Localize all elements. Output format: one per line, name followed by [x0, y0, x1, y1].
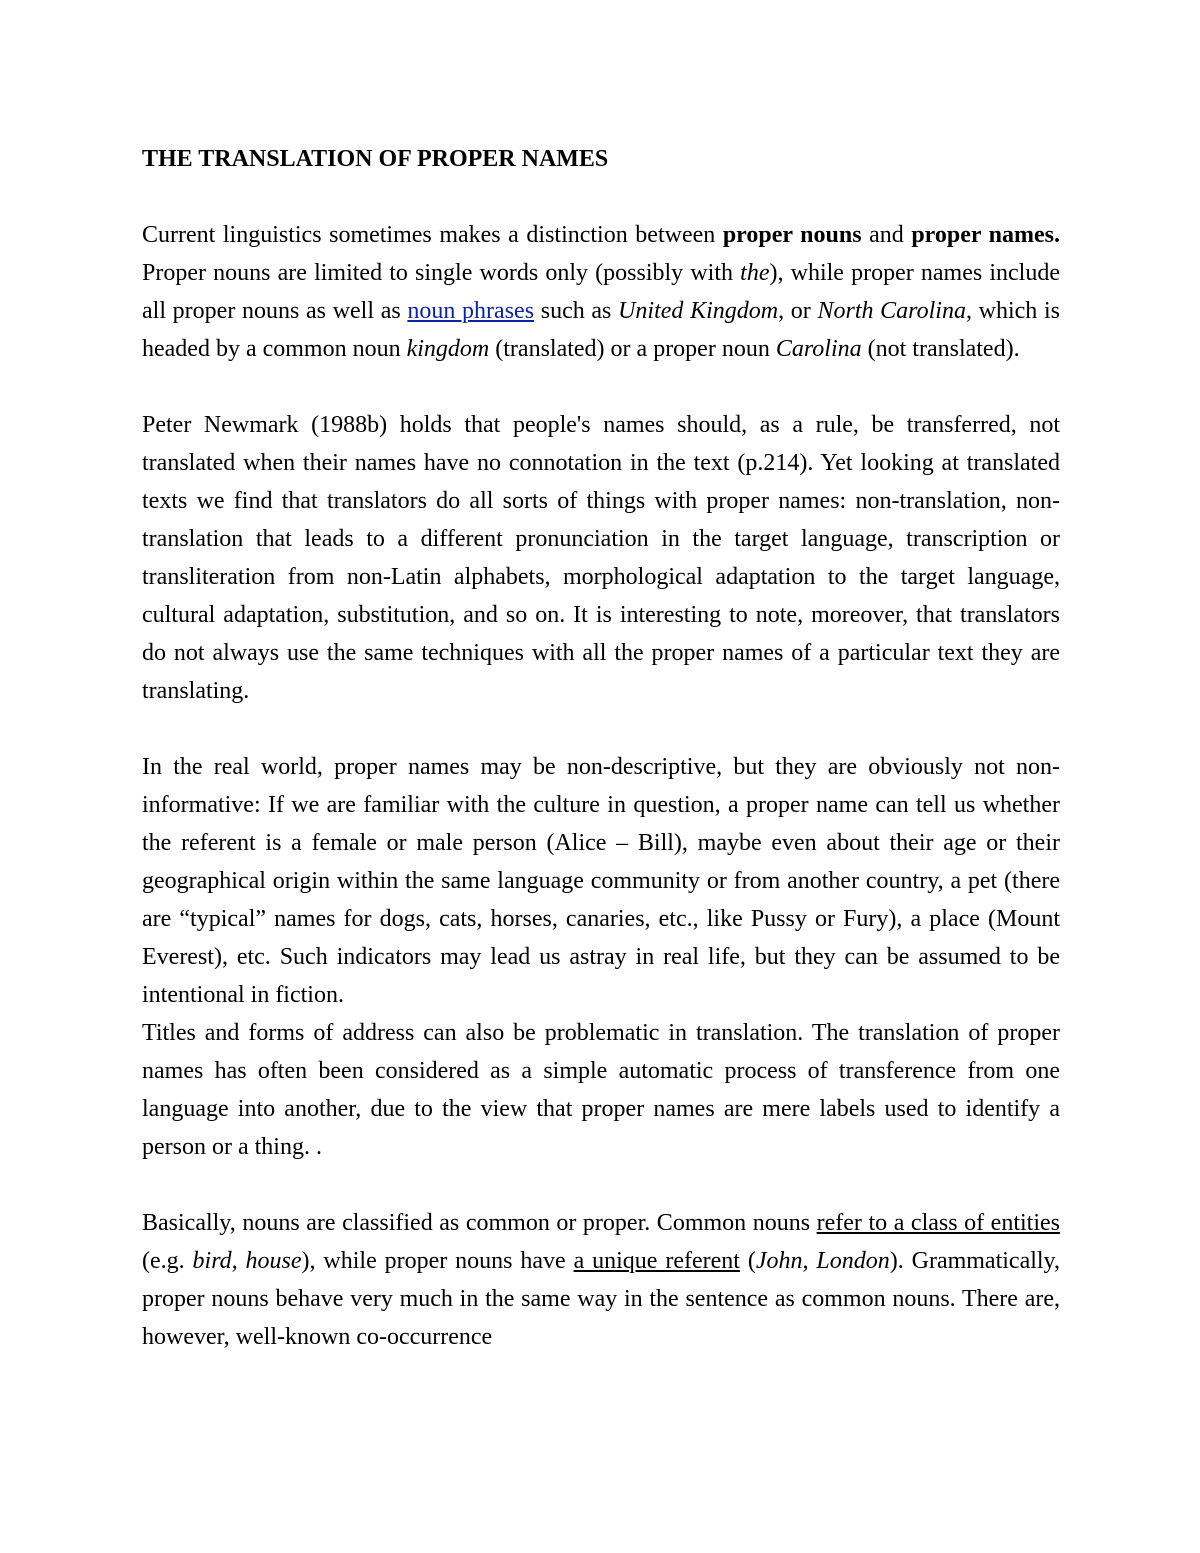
paragraph-real-world: In the real world, proper names may be non-descriptive, but they are obviously not non-informative: If we are familiar with the culture in question, a proper name can tell us whether the referent is a female or male person (Alice – Bill), maybe even about their age or their geographical origin within the same language community or from another country, a pet (there are “typical” names for dogs, cats, horses, canaries, etc., like Pussy or Fury), a place (Mount Everest), etc. Such indicators may lead us astray in real life, but they can be assumed to be intentional in fiction.	[142, 754, 1060, 1008]
text-run: (translated) or a proper noun	[489, 336, 776, 362]
text-run: and	[861, 222, 912, 248]
text-run: such as	[534, 298, 619, 324]
italic-kingdom: kingdom	[406, 336, 490, 362]
paragraph-titles-forms: Titles and forms of address can also be problematic in translation. The translation of proper names has often been considered as a simple automatic process of transference from one language into another, due to the view that proper names are mere labels used to identify a person or a thing. .	[142, 1020, 1060, 1160]
text-run: (	[739, 1248, 756, 1274]
text-run: Proper nouns are limited to single words only (possibly with	[142, 260, 741, 286]
underlined-unique-referent: a unique referent	[573, 1248, 740, 1274]
text-run: ), while proper nouns have	[301, 1248, 574, 1274]
paragraph-common-proper	[142, 1204, 1060, 1356]
noun-phrases-link[interactable]: noun phrases	[407, 298, 535, 324]
italic-john-london: John, London	[755, 1248, 890, 1274]
text-run: (not translated).	[861, 336, 1020, 362]
text-run: , or	[778, 298, 818, 324]
document-page	[142, 140, 1060, 1356]
italic-carolina: Carolina	[775, 336, 862, 362]
italic-the: the	[740, 260, 770, 286]
text-run: , which is headed by a common noun	[142, 298, 1060, 362]
bold-term-proper-nouns: proper nouns	[722, 222, 862, 248]
italic-bird-house: bird, house	[192, 1248, 302, 1274]
document-title: THE TRANSLATION OF PROPER NAMES	[142, 146, 609, 172]
italic-north-carolina: North Carolina	[817, 298, 966, 324]
text-run: ). Grammatically, proper nouns behave very much in the same way in the sentence as common nouns. There are, however, well-known co-occurrence	[142, 1248, 1060, 1350]
bold-term-proper-names: proper names.	[911, 222, 1061, 248]
underlined-class-of-entities: refer to a class of entities	[816, 1210, 1060, 1236]
italic-united-kingdom: United Kingdom	[618, 298, 779, 324]
paragraph-newmark: Peter Newmark (1988b) holds that people's names should, as a rule, be transferred, not translated when their names have no connotation in the text (p.214). Yet looking at translated texts we find that translators do all sorts of things with proper names: non-translation, non-translation that leads to a different pronunciation in the target language, transcription or transliteration from non-Latin alphabets, morphological adaptation to the target language, cultural adaptation, substitution, and so on. It is interesting to note, moreover, that translators do not always use the same techniques with all the proper names of a particular text they are translating.	[142, 412, 1060, 704]
text-run: Basically, nouns are classified as common or proper. Common nouns	[142, 1210, 817, 1236]
text-run: ), while proper names include all proper nouns as well as	[142, 260, 1060, 324]
text-run: (e.g.	[142, 1248, 193, 1274]
text-run: Current linguistics sometimes makes a distinction between	[142, 222, 723, 248]
paragraph-proper-nouns	[142, 216, 1060, 368]
